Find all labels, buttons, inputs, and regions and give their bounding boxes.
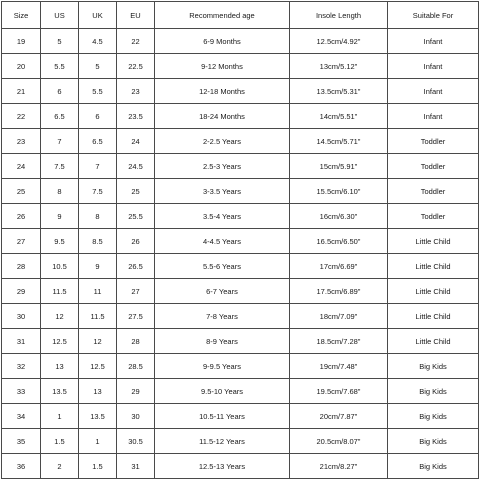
cell-eu: 30 [117, 404, 155, 429]
cell-insole-length: 19.5cm/7.68" [290, 379, 388, 404]
cell-recommended-age: 6-9 Months [155, 29, 290, 54]
cell-eu: 22 [117, 29, 155, 54]
cell-us: 2 [41, 454, 79, 479]
cell-suitable-for: Toddler [388, 204, 479, 229]
cell-suitable-for: Infant [388, 104, 479, 129]
cell-size: 35 [2, 429, 41, 454]
cell-eu: 26.5 [117, 254, 155, 279]
cell-us: 7.5 [41, 154, 79, 179]
cell-uk: 13 [79, 379, 117, 404]
cell-recommended-age: 8-9 Years [155, 329, 290, 354]
table-row [2, 154, 479, 179]
cell-recommended-age: 12-18 Months [155, 79, 290, 104]
cell-eu: 26 [117, 229, 155, 254]
cell-recommended-age: 3-3.5 Years [155, 179, 290, 204]
cell-size: 30 [2, 304, 41, 329]
cell-us: 9 [41, 204, 79, 229]
cell-size: 27 [2, 229, 41, 254]
cell-us: 12.5 [41, 329, 79, 354]
table-row [2, 29, 479, 54]
cell-uk: 4.5 [79, 29, 117, 54]
cell-size: 31 [2, 329, 41, 354]
table-row [2, 179, 479, 204]
size-table [1, 1, 479, 479]
cell-us: 1 [41, 404, 79, 429]
table-row [2, 204, 479, 229]
header-eu: EU [117, 2, 155, 29]
cell-size: 25 [2, 179, 41, 204]
cell-uk: 12.5 [79, 354, 117, 379]
header-recommended-age: Recommended age [155, 2, 290, 29]
size-chart [1, 1, 479, 479]
cell-recommended-age: 6-7 Years [155, 279, 290, 304]
table-row [2, 379, 479, 404]
cell-size: 36 [2, 454, 41, 479]
cell-uk: 8 [79, 204, 117, 229]
cell-eu: 28 [117, 329, 155, 354]
cell-us: 13 [41, 354, 79, 379]
cell-uk: 9 [79, 254, 117, 279]
cell-uk: 8.5 [79, 229, 117, 254]
cell-uk: 1.5 [79, 454, 117, 479]
cell-us: 8 [41, 179, 79, 204]
cell-eu: 29 [117, 379, 155, 404]
cell-recommended-age: 18-24 Months [155, 104, 290, 129]
cell-recommended-age: 2-2.5 Years [155, 129, 290, 154]
cell-insole-length: 14cm/5.51" [290, 104, 388, 129]
cell-us: 6 [41, 79, 79, 104]
cell-size: 23 [2, 129, 41, 154]
cell-size: 28 [2, 254, 41, 279]
cell-insole-length: 12.5cm/4.92" [290, 29, 388, 54]
table-row [2, 54, 479, 79]
cell-suitable-for: Little Child [388, 254, 479, 279]
cell-uk: 7 [79, 154, 117, 179]
cell-uk: 5 [79, 54, 117, 79]
table-body [2, 29, 479, 479]
cell-recommended-age: 9-12 Months [155, 54, 290, 79]
cell-insole-length: 16.5cm/6.50" [290, 229, 388, 254]
cell-eu: 25.5 [117, 204, 155, 229]
table-row [2, 104, 479, 129]
cell-insole-length: 16cm/6.30" [290, 204, 388, 229]
cell-recommended-age: 10.5-11 Years [155, 404, 290, 429]
cell-insole-length: 18cm/7.09" [290, 304, 388, 329]
cell-us: 5 [41, 29, 79, 54]
table-row [2, 304, 479, 329]
cell-insole-length: 13cm/5.12" [290, 54, 388, 79]
table-row [2, 454, 479, 479]
table-row [2, 329, 479, 354]
cell-size: 33 [2, 379, 41, 404]
cell-suitable-for: Big Kids [388, 354, 479, 379]
cell-us: 1.5 [41, 429, 79, 454]
cell-size: 32 [2, 354, 41, 379]
cell-recommended-age: 2.5-3 Years [155, 154, 290, 179]
cell-size: 26 [2, 204, 41, 229]
cell-suitable-for: Toddler [388, 129, 479, 154]
cell-size: 22 [2, 104, 41, 129]
cell-suitable-for: Little Child [388, 329, 479, 354]
cell-uk: 13.5 [79, 404, 117, 429]
table-row [2, 229, 479, 254]
cell-eu: 27.5 [117, 304, 155, 329]
cell-recommended-age: 11.5-12 Years [155, 429, 290, 454]
cell-suitable-for: Big Kids [388, 379, 479, 404]
cell-eu: 27 [117, 279, 155, 304]
cell-eu: 25 [117, 179, 155, 204]
cell-us: 5.5 [41, 54, 79, 79]
table-row [2, 404, 479, 429]
cell-eu: 31 [117, 454, 155, 479]
header-us: US [41, 2, 79, 29]
header-uk: UK [79, 2, 117, 29]
cell-uk: 11 [79, 279, 117, 304]
cell-uk: 6.5 [79, 129, 117, 154]
cell-recommended-age: 4-4.5 Years [155, 229, 290, 254]
cell-insole-length: 17.5cm/6.89" [290, 279, 388, 304]
cell-suitable-for: Infant [388, 29, 479, 54]
cell-suitable-for: Big Kids [388, 404, 479, 429]
header-insole-length: Insole Length [290, 2, 388, 29]
cell-uk: 1 [79, 429, 117, 454]
cell-suitable-for: Infant [388, 79, 479, 104]
cell-insole-length: 18.5cm/7.28" [290, 329, 388, 354]
cell-recommended-age: 12.5-13 Years [155, 454, 290, 479]
cell-eu: 22.5 [117, 54, 155, 79]
cell-us: 11.5 [41, 279, 79, 304]
cell-size: 24 [2, 154, 41, 179]
cell-eu: 24.5 [117, 154, 155, 179]
cell-suitable-for: Big Kids [388, 429, 479, 454]
cell-recommended-age: 9-9.5 Years [155, 354, 290, 379]
cell-uk: 6 [79, 104, 117, 129]
cell-suitable-for: Toddler [388, 154, 479, 179]
cell-eu: 30.5 [117, 429, 155, 454]
cell-suitable-for: Big Kids [388, 454, 479, 479]
header-size: Size [2, 2, 41, 29]
cell-uk: 7.5 [79, 179, 117, 204]
table-row [2, 254, 479, 279]
cell-insole-length: 20cm/7.87" [290, 404, 388, 429]
cell-eu: 23 [117, 79, 155, 104]
cell-us: 10.5 [41, 254, 79, 279]
cell-recommended-age: 9.5-10 Years [155, 379, 290, 404]
cell-suitable-for: Toddler [388, 179, 479, 204]
cell-insole-length: 15.5cm/6.10" [290, 179, 388, 204]
cell-us: 7 [41, 129, 79, 154]
cell-insole-length: 13.5cm/5.31" [290, 79, 388, 104]
table-row [2, 354, 479, 379]
cell-recommended-age: 7-8 Years [155, 304, 290, 329]
cell-insole-length: 17cm/6.69" [290, 254, 388, 279]
cell-eu: 28.5 [117, 354, 155, 379]
cell-recommended-age: 5.5-6 Years [155, 254, 290, 279]
cell-uk: 11.5 [79, 304, 117, 329]
cell-recommended-age: 3.5-4 Years [155, 204, 290, 229]
header-row [2, 2, 479, 29]
header-suitable-for: Suitable For [388, 2, 479, 29]
table-row [2, 429, 479, 454]
cell-insole-length: 19cm/7.48" [290, 354, 388, 379]
cell-size: 29 [2, 279, 41, 304]
cell-uk: 5.5 [79, 79, 117, 104]
cell-suitable-for: Little Child [388, 279, 479, 304]
cell-suitable-for: Little Child [388, 304, 479, 329]
table-row [2, 279, 479, 304]
table-row [2, 129, 479, 154]
cell-uk: 12 [79, 329, 117, 354]
cell-us: 12 [41, 304, 79, 329]
cell-size: 21 [2, 79, 41, 104]
cell-suitable-for: Infant [388, 54, 479, 79]
cell-size: 20 [2, 54, 41, 79]
cell-insole-length: 20.5cm/8.07" [290, 429, 388, 454]
cell-eu: 23.5 [117, 104, 155, 129]
cell-insole-length: 21cm/8.27" [290, 454, 388, 479]
cell-us: 9.5 [41, 229, 79, 254]
cell-us: 6.5 [41, 104, 79, 129]
cell-insole-length: 15cm/5.91" [290, 154, 388, 179]
cell-suitable-for: Little Child [388, 229, 479, 254]
cell-size: 19 [2, 29, 41, 54]
cell-us: 13.5 [41, 379, 79, 404]
table-row [2, 79, 479, 104]
cell-insole-length: 14.5cm/5.71" [290, 129, 388, 154]
cell-eu: 24 [117, 129, 155, 154]
cell-size: 34 [2, 404, 41, 429]
